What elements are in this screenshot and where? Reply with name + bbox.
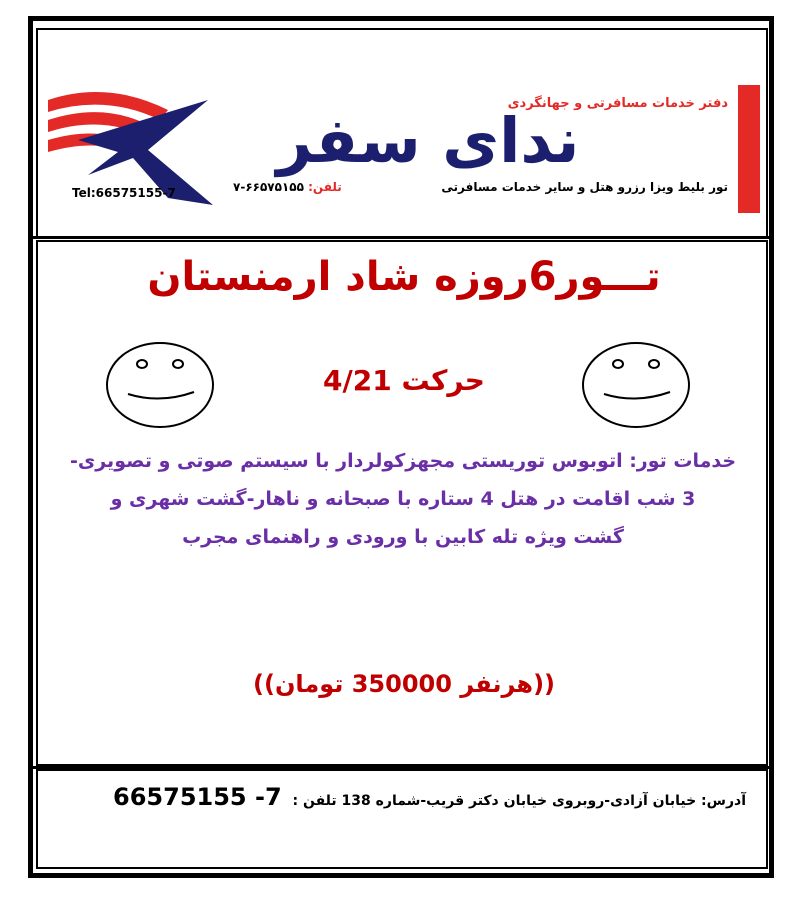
header-divider	[33, 236, 771, 239]
service-line: خدمات تور: اتوبوس توریستی مجهزکولردار با سیستم صوتی و تصویری-	[69, 450, 737, 472]
footer-panel	[36, 769, 768, 869]
svg-text:ندای سفر: ندای سفر	[276, 104, 580, 177]
phone-label: تلفن:	[308, 180, 342, 194]
agency-type-label: دفتر خدمات مسافرتی و جهانگردی	[507, 96, 728, 111]
red-accent-bar	[738, 85, 760, 213]
header-panel	[36, 28, 768, 238]
phone-value: ۶۶۵۷۵۱۵۵-۷	[233, 180, 304, 194]
tour-price: ((هرنفر 350000 تومان))	[253, 670, 555, 698]
tour-panel	[36, 240, 768, 766]
address-line	[38, 783, 746, 811]
departure-date: حرکت 4/21	[323, 364, 485, 397]
phone-persian	[233, 180, 342, 194]
tour-title: تـــور6روزه شاد ارمنستان	[147, 254, 661, 300]
services-tagline: تور بلیط ویزا رزرو هتل و سایر خدمات مسافرتی	[441, 180, 728, 194]
service-line: گشت ویژه تله کابین با ورودی و راهنمای مجرب	[182, 526, 624, 548]
tour-services	[58, 442, 748, 556]
address-text: آدرس: خیابان آزادی-روبروی خیابان دکتر قریب-شماره 138 تلفن :	[292, 793, 746, 809]
phone-english: Tel:66575155-7	[72, 186, 176, 200]
footer-phone: 7- 66575155	[113, 783, 282, 811]
service-line: 3 شب اقامت در هتل 4 ستاره با صبحانه و ناهار-گشت شهری و	[110, 488, 696, 510]
